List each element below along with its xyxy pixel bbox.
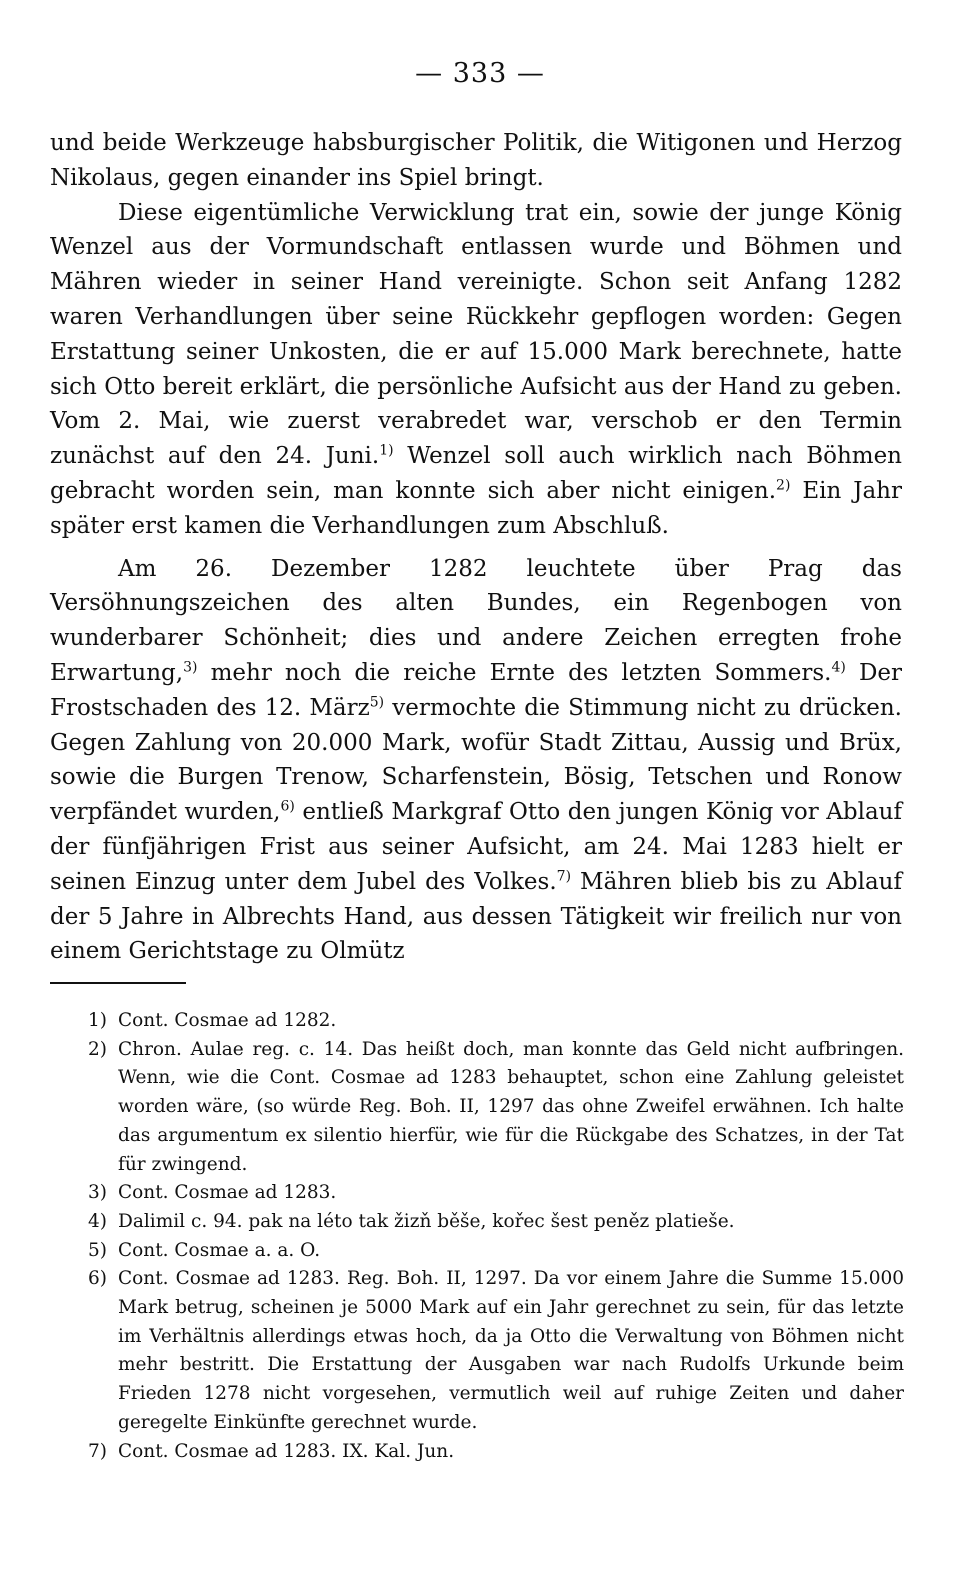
paragraph-text: Ein Jahr später erst kamen die Verhandlungen zum Abschluß. (50, 477, 902, 539)
footnote-number: 2) (88, 1038, 107, 1060)
footnote-2 (88, 1036, 904, 1180)
footnote-4 (88, 1208, 904, 1237)
paragraph-text: mehr noch die reiche Ernte des letzten Sommers. (197, 659, 832, 686)
footnote-ref-4: 4) (831, 659, 846, 676)
footnote-ref-7: 7) (556, 868, 572, 885)
footnote-number: 6) (88, 1268, 107, 1290)
footnote-ref-6: 6) (280, 798, 295, 815)
footnote-3 (88, 1179, 904, 1208)
footnote-7 (88, 1438, 904, 1467)
paragraph-continuation (50, 126, 902, 196)
footnote-ref-3: 3) (183, 659, 198, 676)
footnote-number: 1) (88, 1010, 107, 1031)
footnote-text: Chron. Aulae reg. c. 14. Das heißt doch, man konnte das Geld nicht aufbringen. Wenn, wie die Cont. Cosmae ad 1283 behauptet, schon eine Zahlung geleistet worden wäre, (so würde Reg. Boh. II, 1297 das ohne Zweifel erwähnen. Ich halte das argumentum ex silentio hierfür, wie für die Rückgabe des Schatzes, in der Tat für zwingend. (118, 1038, 904, 1175)
footnote-1 (88, 1007, 904, 1036)
footnote-ref-2: 2) (776, 477, 791, 494)
paragraph-text: Diese eigentümliche Verwicklung trat ein, sowie der junge König Wenzel aus der Vormundschaft entlassen wurde und Böhmen und Mähren wieder in seiner Hand vereinigte. Schon seit Anfang 1282 waren Verhandlungen über seine Rückkehr gepflogen worden: Gegen Erstattung seiner Unkosten, die er auf 15.000 Mark berechnete, hatte sich Otto bereit erklärt, die persönliche Aufsicht aus der Hand zu geben. Vom 2. Mai, wie zuerst verabredet war, verschob er den Termin zunächst auf den 24. Juni. (50, 199, 902, 470)
footnotes (88, 1007, 904, 1466)
paragraph-text: Mähren blieb bis zu Ablauf der 5 Jahre in Albrechts Hand, aus dessen Tätigkeit wir freilich nur von einem Gerichtstage zu Olmütz (50, 868, 902, 965)
footnote-text: Cont. Cosmae ad 1283. (118, 1182, 337, 1204)
paragraph-text: Wenzel soll auch wirklich nach Böhmen gebracht worden sein, man konnte sich aber nicht einigen. (50, 443, 902, 504)
paragraph-text: vermochte die Stimmung nicht zu drücken. Gegen Zahlung von 20.000 Mark, wofür Stadt Zittau, Aussig und Brüx, sowie die Burgen Trenow, Scharfenstein, Bösig, Tetschen und Ronow verpfändet wurden, (50, 694, 902, 826)
footnote-text: Cont. Cosmae a. a. O. (118, 1239, 321, 1261)
paragraph-verwicklung (50, 196, 902, 544)
footnote-5 (88, 1237, 904, 1266)
footnote-number: 4) (88, 1210, 107, 1232)
footnote-number: 3) (88, 1182, 107, 1204)
footnote-separator (50, 982, 186, 984)
footnote-text: Cont. Cosmae ad 1283. Reg. Boh. II, 1297. Da vor einem Jahre die Summe 15.000 Mark betrug, scheinen je 5000 Mark auf ein Jahr gerechnet zu sein, für das letzte im Verhältnis allerdings etwas hoch, da ja Otto die Verwaltung von Böhmen nicht mehr bestritt. Die Erstattung der Ausgaben war nach Rudolfs Urkunde beim Frieden 1278 nicht vorgesehen, vermutlich weil auf ruhige Zeiten und daher geregelte Einkünfte gerechnet wurde. (118, 1268, 904, 1433)
footnote-number: 7) (88, 1440, 107, 1462)
paragraph-text: Der Frostschaden des 12. März (50, 659, 903, 721)
main-text (50, 126, 902, 969)
paragraph-text: entließ Markgraf Otto den jungen König vor Ablauf der fünfjährigen Frist aus seiner Aufsicht, am 24. Mai 1283 hielt er seinen Einzug unter dem Jubel des Volkes. (50, 799, 902, 895)
footnote-6 (88, 1265, 904, 1437)
footnote-text: Dalimil c. 94. pak na léto tak žizň běše, kořec šest peněz platieše. (118, 1210, 735, 1232)
paragraph-dezember (50, 552, 902, 970)
footnote-text: Cont. Cosmae ad 1282. (118, 1010, 337, 1031)
footnote-number: 5) (88, 1239, 107, 1261)
footnote-text: Cont. Cosmae ad 1283. IX. Kal. Jun. (118, 1440, 455, 1462)
footnote-ref-5: 5) (369, 694, 385, 711)
page-number: — 333 — (415, 58, 545, 89)
footnote-ref-1: 1) (379, 442, 394, 459)
paragraph-text: und beide Werkzeuge habsburgischer Politik, die Witigonen und Herzog Nikolaus, gegen einander ins Spiel bringt. (50, 130, 902, 191)
paragraph-text: Am 26. Dezember 1282 leuchtete über Prag das Versöhnungszeichen des alten Bundes, ein Regenbogen von wunderbarer Schönheit; dies und andere Zeichen erregten frohe Erwartung, (50, 555, 902, 686)
